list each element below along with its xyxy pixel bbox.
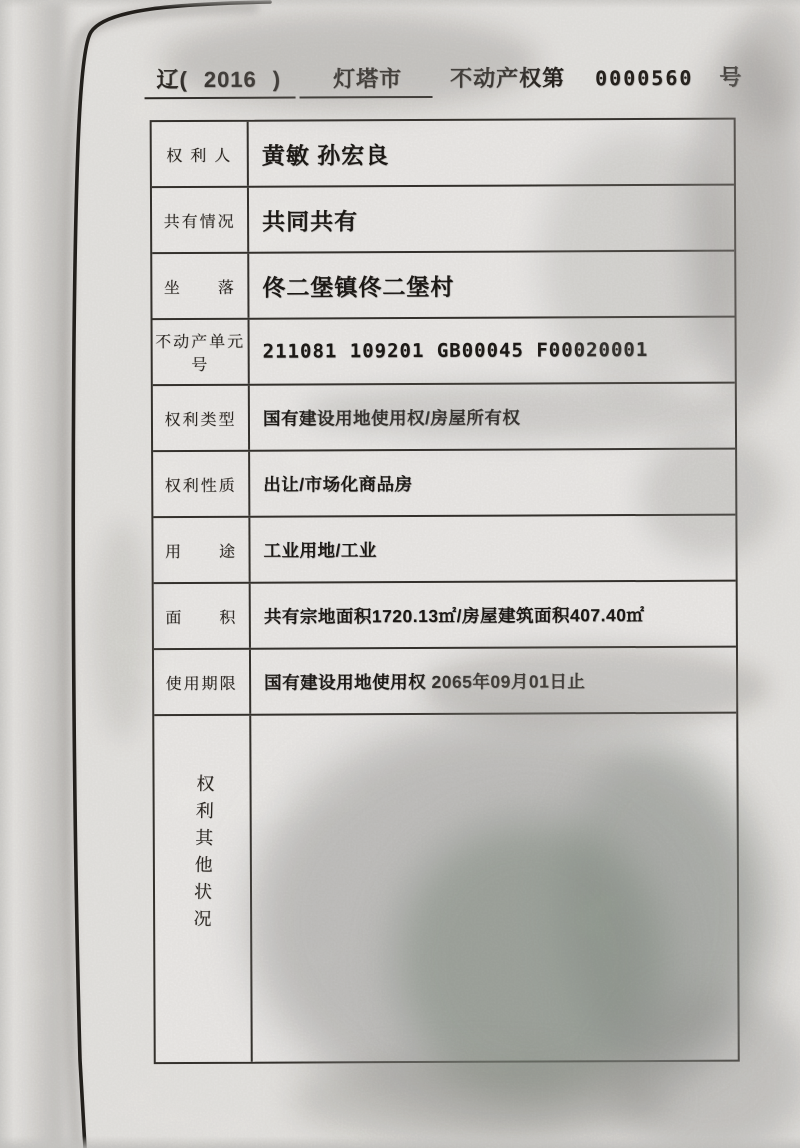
table-row-rights-nature [153,450,735,519]
header-paren-close: ) [272,66,282,92]
certificate-header [144,61,742,100]
row-label: 共有情况 [152,188,249,252]
header-year: 2016 [203,66,257,92]
table-row-rights-holder [152,120,734,189]
table-row-other-status [154,714,738,1063]
row-label: 权利类型 [153,386,250,450]
row-label: 权利性质 [153,452,250,516]
certificate-table [150,118,740,1065]
header-number-suffix: 号 [719,64,743,90]
row-label: 不动产单元号 [153,320,250,384]
row-value: 国有建设用地使用权/房屋所有权 [262,407,521,429]
table-row-unit-number [153,318,735,387]
row-label: 使用期限 [154,650,251,714]
table-row-location [152,252,734,321]
header-province: 辽( [156,67,188,93]
row-value: 共有宗地面积1720.13㎡/房屋建筑面积407.40㎡ [263,604,645,627]
row-label: 坐 落 [152,254,249,318]
row-value: 出让/市场化商品房 [263,473,413,495]
row-value: 工业用地/工业 [263,539,377,561]
table-row-term [154,648,736,717]
row-label: 用 途 [153,518,250,582]
row-label [154,716,253,1062]
row-value: 211081 109201 GB00045 F00020001 [262,339,649,363]
header-certificate-number: 0000560 [595,65,694,91]
row-label-vertical-text: 权利其他状况 [190,773,215,937]
table-row-area [154,582,736,651]
row-value: 佟二堡镇佟二堡村 [262,273,455,301]
table-row-co-ownership [152,186,734,255]
row-label: 权 利 人 [152,122,249,186]
row-value: 黄敏 孙宏良 [261,141,390,169]
row-value [251,714,738,1062]
table-row-usage [153,516,735,585]
header-city: 灯塔市 [299,62,432,99]
header-title: 不动产权第 [450,65,566,91]
row-label: 面 积 [154,584,251,648]
row-value: 国有建设用地使用权 2065年09月01日止 [264,670,586,693]
header-region-field [144,63,295,100]
row-value: 共同共有 [262,207,359,235]
table-row-rights-type [153,384,735,453]
